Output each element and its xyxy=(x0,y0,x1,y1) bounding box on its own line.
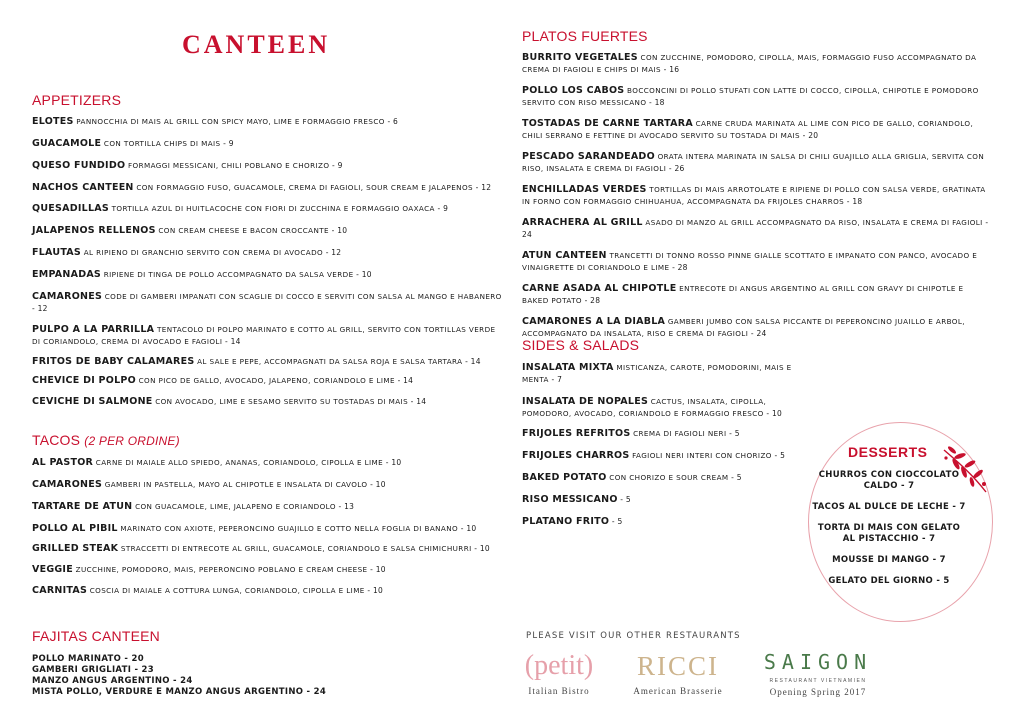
menu-item-name: PLATANO FRITO xyxy=(522,516,610,527)
menu-item-description: RIPIENE DI TINGA DE POLLO ACCOMPAGNATO DA SALSA VERDE xyxy=(101,270,354,279)
menu-item-name: QUESADILLAS xyxy=(32,203,109,214)
menu-item xyxy=(522,516,802,528)
menu-item-name: BAKED POTATO xyxy=(522,472,607,483)
menu-item xyxy=(32,356,502,368)
menu-item-price: - 10 xyxy=(367,565,386,574)
menu-item-price: - 10 xyxy=(458,524,477,533)
menu-item-name: FRITOS DE BABY CALAMARES xyxy=(32,356,195,367)
menu-item xyxy=(522,85,992,109)
menu-item xyxy=(32,324,502,348)
menu-item-price: - 16 xyxy=(661,65,680,74)
menu-item-description: TENTACOLO DI POLPO MARINATO E COTTO AL GRILL, SERVITO CON TORTILLAS VERDE DI CORIANDOLO, CREMA DI AVOCADO E FAGIOLI xyxy=(32,325,496,346)
menu-item xyxy=(32,225,502,237)
menu-item-description: CON CREAM CHEESE E BACON CROCCANTE xyxy=(155,226,329,235)
menu-item-description: CON FORMAGGIO FUSO, GUACAMOLE, CREMA DI FAGIOLI, SOUR CREAM E JALAPENOS xyxy=(133,183,473,192)
fajitas-title: FAJITAS CANTEEN xyxy=(32,628,160,644)
menu-item xyxy=(32,396,502,408)
menu-item-name: CARNITAS xyxy=(32,585,88,596)
dessert-item: CHURROS CON CIOCCOLATO CALDO - 7 xyxy=(818,470,960,491)
menu-item-description: MARINATO CON AXIOTE, PEPERONCINO GUAJILLO E COTTO NELLA FOGLIA DI BANANO xyxy=(117,524,459,533)
menu-item xyxy=(32,479,490,491)
menu-item-name: NACHOS CANTEEN xyxy=(32,182,134,193)
fajitas-item: POLLO MARINATO - 20 xyxy=(32,654,144,664)
menu-item-price: - 6 xyxy=(384,117,399,126)
menu-item-description: ZUCCHINE, POMODORO, MAIS, PEPERONCINO POBLANO E CREAM CHEESE xyxy=(72,565,368,574)
menu-item xyxy=(522,472,802,484)
menu-item-description: AL RIPIENO DI GRANCHIO SERVITO CON CREMA DI AVOCADO xyxy=(81,248,324,257)
menu-item xyxy=(522,283,992,307)
desserts-title: DESSERTS xyxy=(848,444,928,460)
menu-item xyxy=(32,375,502,387)
menu-item xyxy=(32,247,502,259)
menu-item-price: - 26 xyxy=(666,164,685,173)
tacos-title-label: TACOS xyxy=(32,432,81,448)
menu-item-price: - 12 xyxy=(32,304,48,313)
menu-item-description: CACTUS, INSALATA, CIPOLLA, POMODORO, AVOCADO, CORIANDOLO E FORMAGGIO FRESCO xyxy=(522,397,767,418)
platos-list xyxy=(522,52,992,340)
menu-item-price: - 12 xyxy=(323,248,342,257)
menu-item-name: ENCHILLADAS VERDES xyxy=(522,184,647,195)
menu-item-description: ASADO DI MANZO AL GRILL ACCOMPAGNATO DA RISO, INSALATA E CREMA DI FAGIOLI xyxy=(642,218,983,227)
menu-item-price: - 14 xyxy=(408,397,427,406)
menu-item-price: - 5 xyxy=(771,451,786,460)
menu-item-description: CODE DI GAMBERI IMPANATI CON SCAGLIE DI COCCO E SERVITI CON SALSA AL MANGO E HABANERO xyxy=(102,292,502,301)
menu-item-description: CARNE DI MAIALE ALLO SPIEDO, ANANAS, CORIANDOLO, CIPOLLA E LIME xyxy=(93,458,384,467)
menu-item xyxy=(522,52,992,76)
menu-item-name: CAMARONES A LA DIABLA xyxy=(522,316,666,327)
dessert-item: MOUSSE DI MANGO - 7 xyxy=(832,555,946,565)
menu-item xyxy=(522,428,802,440)
menu-item-description: TORTILLAS DI MAIS ARROTOLATE E RIPIENE DI POLLO CON SALSA VERDE, GRATINATA IN FORNO CON FORMAGGIO CHIHUAHUA, ACCOMPAGNATA DA FRIJOLES CHARROS xyxy=(522,185,986,206)
menu-item-price: - 9 xyxy=(329,161,343,170)
menu-item-description: CREMA DI FAGIOLI NERI xyxy=(630,429,727,438)
menu-item xyxy=(32,203,502,215)
menu-item-description: ENTRECOTE DI ANGUS ARGENTINO AL GRILL CON GRAVY DI CHIPOTLE E BAKED POTATO xyxy=(522,284,964,305)
menu-item-description: CON ZUCCHINE, POMODORO, CIPOLLA, MAIS, FORMAGGIO FUSO ACCOMPAGNATO DA CREMA DI FAGIOLI E CHIPS DI MAIS xyxy=(522,53,977,74)
menu-item-name: FRIJOLES CHARROS xyxy=(522,450,630,461)
menu-item-price: - 5 xyxy=(609,517,623,526)
menu-item-description: CON TORTILLA CHIPS DI MAIS xyxy=(101,139,221,148)
menu-item-description: FAGIOLI NERI INTERI CON CHORIZO xyxy=(629,451,772,460)
menu-item-name: VEGGIE xyxy=(32,564,73,575)
menu-item-description: PANNOCCHIA DI MAIS AL GRILL CON SPICY MAYO, LIME E FORMAGGIO FRESCO xyxy=(73,117,385,126)
menu-item-description: CON CHORIZO E SOUR CREAM xyxy=(606,473,729,482)
menu-item xyxy=(522,396,802,420)
menu-item-name: CEVICHE DI SALMONE xyxy=(32,396,153,407)
menu-item-price: - 10 xyxy=(329,226,348,235)
platos-title: PLATOS FUERTES xyxy=(522,28,648,44)
menu-item-name: FLAUTAS xyxy=(32,247,82,258)
menu-item-price: - 14 xyxy=(394,376,414,385)
ricci-logo-mark: RICCI xyxy=(636,651,719,681)
menu-item-price: - 10 xyxy=(763,409,783,418)
menu-item-description: MISTICANZA, CAROTE, POMODORINI, MAIS E MENTA xyxy=(522,363,792,384)
menu-item-price: - 14 xyxy=(222,337,241,346)
menu-item-price: - 20 xyxy=(800,131,819,140)
menu-item-name: POLLO LOS CABOS xyxy=(522,85,625,96)
menu-item-name: PULPO A LA PARRILLA xyxy=(32,324,155,335)
appetizers-list xyxy=(32,116,502,408)
petit-logo xyxy=(518,650,600,696)
menu-item xyxy=(32,585,490,597)
fajitas-item: MANZO ANGUS ARGENTINO - 24 xyxy=(32,676,193,686)
menu-item-name: BURRITO VEGETALES xyxy=(522,52,638,63)
menu-item-name: TOSTADAS DE CARNE TARTARA xyxy=(522,118,693,129)
menu-item xyxy=(32,160,502,172)
menu-item-description: BOCCONCINI DI POLLO STUFATI CON LATTE DI COCCO, CIPOLLA, CHIPOTLE E POMODORO SERVITO CON RISO MESSICANO xyxy=(522,86,979,107)
dessert-item: GELATO DEL GIORNO - 5 xyxy=(828,576,950,586)
menu-item xyxy=(32,138,502,150)
menu-item-description: CON PICO DE GALLO, AVOCADO, JALAPENO, CORIANDOLO E LIME xyxy=(135,376,395,385)
menu-item-description: FORMAGGI MESSICANI, CHILI POBLANO E CHORIZO xyxy=(125,161,330,170)
saigon-logo-mark: SAIGON xyxy=(763,650,873,674)
petit-caption: Italian Bistro xyxy=(528,686,590,696)
menu-item-name: QUESO FUNDIDO xyxy=(32,160,126,171)
other-restaurants-heading: PLEASE VISIT OUR OTHER RESTAURANTS xyxy=(526,631,741,641)
menu-item-name: ARRACHERA AL GRILL xyxy=(522,217,643,228)
menu-item-description: AL SALE E PEPE, ACCOMPAGNATI DA SALSA ROJA E SALSA TARTARA xyxy=(194,357,463,366)
menu-item-name: EMPANADAS xyxy=(32,269,102,280)
dessert-item: TACOS AL DULCE DE LECHE - 7 xyxy=(812,502,966,512)
saigon-logo xyxy=(758,650,878,697)
menu-item-price: - 24 xyxy=(748,329,767,338)
sides-title: SIDES & SALADS xyxy=(522,337,640,353)
menu-item-price: - 13 xyxy=(335,502,355,511)
petit-logo-mark: (petit) xyxy=(524,650,594,681)
menu-item xyxy=(522,362,802,386)
menu-item-name: INSALATA DE NOPALES xyxy=(522,396,649,407)
menu-item-price: - 14 xyxy=(462,357,481,366)
menu-item-price: - 10 xyxy=(353,270,372,279)
menu-item xyxy=(32,501,490,513)
menu-item-price: - 28 xyxy=(581,296,601,305)
menu-item xyxy=(32,116,502,128)
menu-item xyxy=(32,291,502,315)
menu-item-price: - 18 xyxy=(646,98,665,107)
menu-item xyxy=(32,182,502,194)
menu-item-name: CAMARONES xyxy=(32,479,103,490)
menu-item-price: - 5 xyxy=(617,495,631,504)
menu-item-price: - 5 xyxy=(726,429,740,438)
menu-item-name: ATUN CANTEEN xyxy=(522,250,607,261)
menu-item-name: FRIJOLES REFRITOS xyxy=(522,428,631,439)
menu-item-price: - 10 xyxy=(364,586,384,595)
menu-item-name: GUACAMOLE xyxy=(32,138,102,149)
fajitas-item: MISTA POLLO, VERDURE E MANZO ANGUS ARGENTINO - 24 xyxy=(32,687,327,697)
menu-item-price: - 7 xyxy=(548,375,563,384)
desserts-list xyxy=(812,470,966,597)
menu-item xyxy=(522,184,992,208)
menu-item-description: TRANCETTI DI TONNO ROSSO PINNE GIALLE SCOTTATO E IMPANATO CON PANCO, AVOCADO E VINAIGRETTE DI CORIANDOLO E LIME xyxy=(522,251,978,272)
tacos-list xyxy=(32,457,490,597)
sides-list xyxy=(522,362,802,528)
menu-item xyxy=(522,217,992,241)
menu-item-price: - 10 xyxy=(471,544,490,553)
saigon-caption: Opening Spring 2017 xyxy=(769,687,867,697)
menu-item-name: JALAPENOS RELLENOS xyxy=(32,225,156,236)
menu-item-description: ORATA INTERA MARINATA IN SALSA DI CHILI GUAJILLO ALLA GRIGLIA, SERVITA CON RISO, INSALATA E CREMA DI FAGIOLI xyxy=(522,152,985,173)
menu-item-name: TARTARE DE ATUN xyxy=(32,501,133,512)
menu-item-price: - 24 xyxy=(522,218,989,239)
menu-item xyxy=(32,543,490,555)
menu-item-description: STRACCETTI DI ENTRECOTE AL GRILL, GUACAMOLE, CORIANDOLO E SALSA CHIMICHURRI xyxy=(118,544,472,553)
menu-item xyxy=(32,457,490,469)
menu-item-name: CAMARONES xyxy=(32,291,103,302)
menu-item-price: - 5 xyxy=(728,473,742,482)
menu-item-description: GAMBERI IN PASTELLA, MAYO AL CHIPOTLE E INSALATA DI CAVOLO xyxy=(102,480,368,489)
brand-title: CANTEEN xyxy=(182,30,331,59)
menu-item-name: ELOTES xyxy=(32,116,74,127)
ricci-logo xyxy=(628,650,728,696)
tacos-title xyxy=(32,432,180,448)
menu-item xyxy=(522,494,802,506)
menu-item-description: GAMBERI JUMBO CON SALSA PICCANTE DI PEPERONCINO JUAILLO E ARBOL, ACCOMPAGNATO DA INSALATA, RISO E CREMA DI FAGIOLI xyxy=(522,317,965,338)
menu-item-description: CON GUACAMOLE, LIME, JALAPENO E CORIANDOLO xyxy=(132,502,336,511)
menu-item xyxy=(522,151,992,175)
menu-item-description: CARNE CRUDA MARINATA AL LIME CON PICO DE GALLO, CORIANDOLO, CHILI SERRANO E FETTINE DI AVOCADO SERVITO SU TOSTADA DI MAIS xyxy=(522,119,974,140)
menu-item-description: TORTILLA AZUL DI HUITLACOCHE CON FIORI DI ZUCCHINA E FORMAGGIO OAXACA xyxy=(108,204,435,213)
menu-item-description: CON AVOCADO, LIME E SESAMO SERVITO SU TOSTADAS DI MAIS xyxy=(152,397,409,406)
menu-item-price: - 12 xyxy=(472,183,492,192)
menu-item-price: - 10 xyxy=(383,458,402,467)
menu-item-name: RISO MESSICANO xyxy=(522,494,618,505)
appetizers-title: APPETIZERS xyxy=(32,92,122,108)
saigon-tagline: RESTAURANT VIETNAMIEN xyxy=(769,678,867,684)
menu-item-description: COSCIA DI MAIALE A COTTURA LUNGA, CORIANDOLO, CIPOLLA E LIME xyxy=(87,586,365,595)
menu-item xyxy=(32,523,490,535)
menu-item-name: INSALATA MIXTA xyxy=(522,362,614,373)
menu-item-name: GRILLED STEAK xyxy=(32,543,119,554)
menu-item xyxy=(32,564,490,576)
dessert-item: TORTA DI MAIS CON GELATO AL PISTACCHIO - 7 xyxy=(817,523,961,544)
ricci-caption: American Brasserie xyxy=(633,686,723,696)
fajitas-list xyxy=(32,654,326,698)
tacos-subtitle: (2 PER ORDINE) xyxy=(84,434,180,448)
menu-item-price: - 10 xyxy=(367,480,386,489)
menu-item-price: - 9 xyxy=(434,204,449,213)
menu-item xyxy=(522,250,992,274)
menu-item-name: CARNE ASADA AL CHIPOTLE xyxy=(522,283,677,294)
menu-item xyxy=(32,269,502,281)
menu-item-name: CHEVICE DI POLPO xyxy=(32,375,136,386)
menu-item-name: POLLO AL PIBIL xyxy=(32,523,118,534)
fajitas-item: GAMBERI GRIGLIATI - 23 xyxy=(32,665,154,675)
menu-item xyxy=(522,450,802,462)
menu-item xyxy=(522,118,992,142)
menu-item-name: AL PASTOR xyxy=(32,457,94,468)
menu-item-price: - 28 xyxy=(669,263,688,272)
menu-item-name: PESCADO SARANDEADO xyxy=(522,151,655,162)
menu-item-price: - 9 xyxy=(220,139,234,148)
menu-item-price: - 18 xyxy=(844,197,863,206)
